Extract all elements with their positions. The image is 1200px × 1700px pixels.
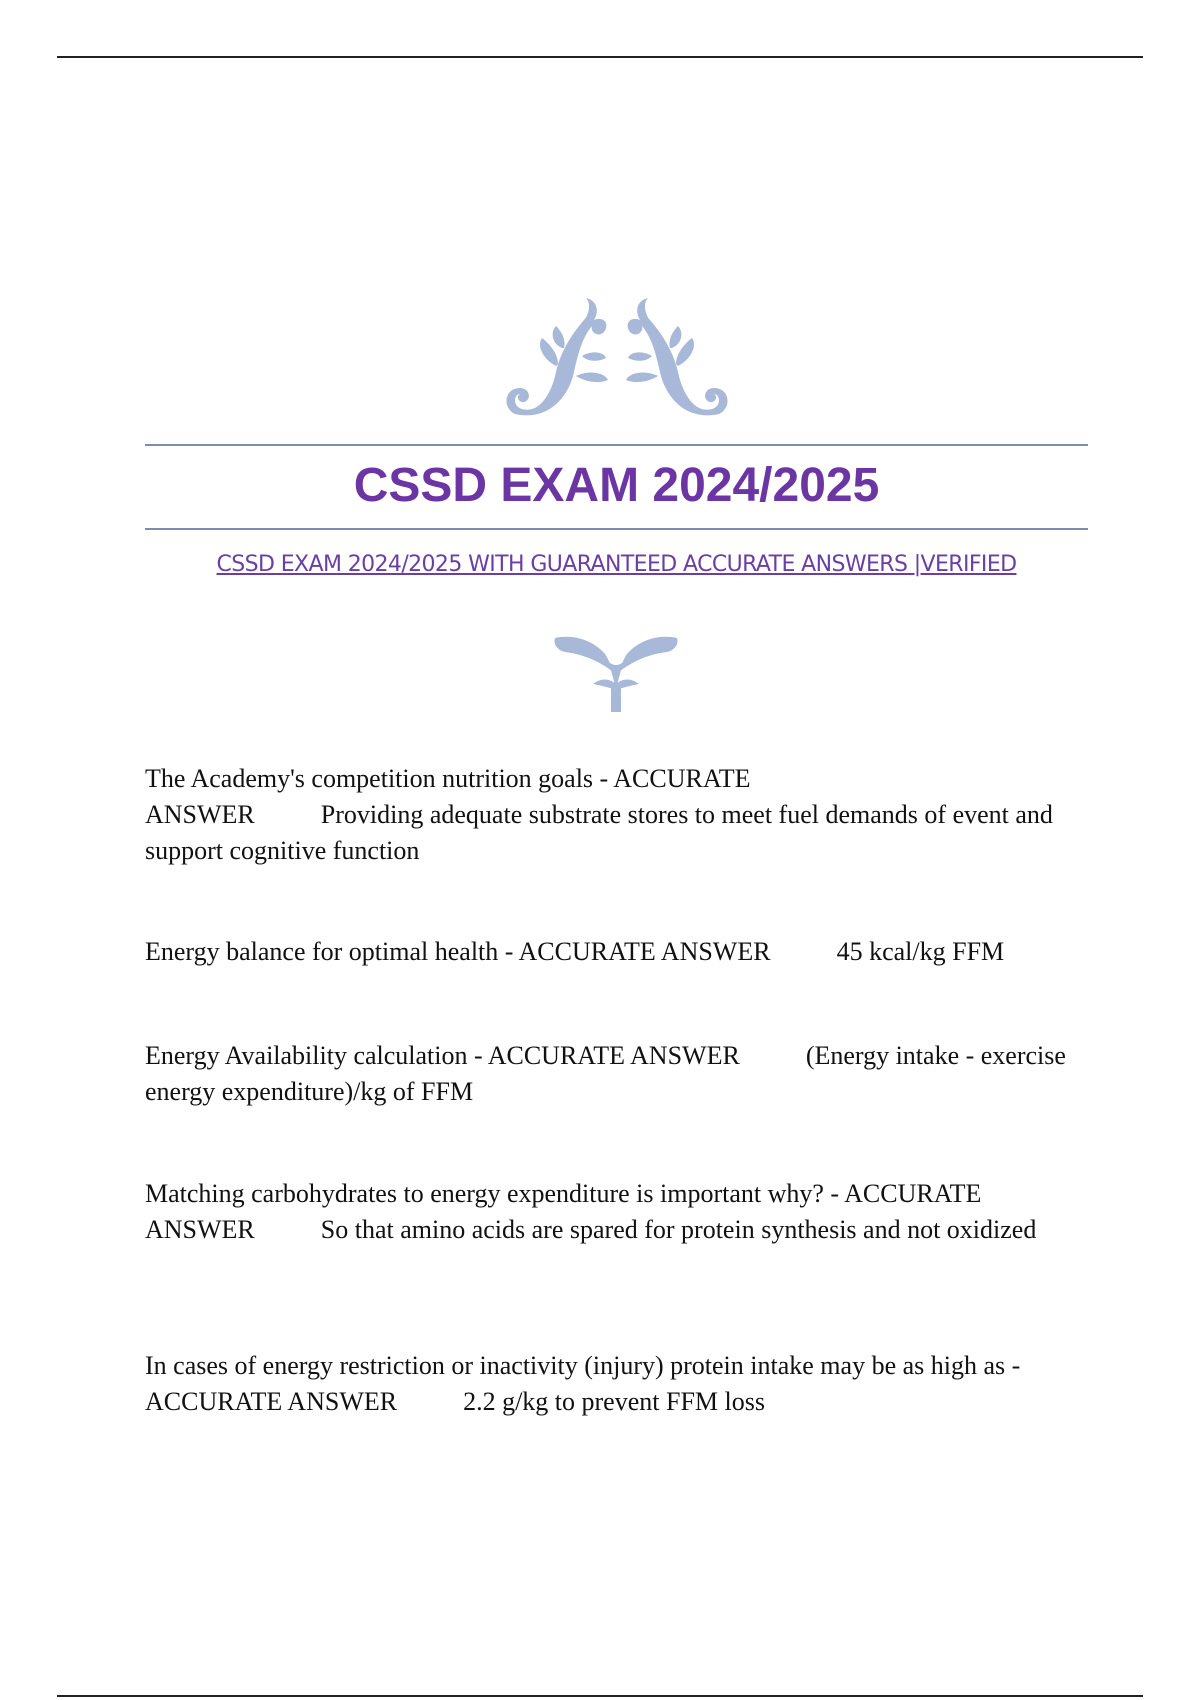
qa-question: Matching carbohydrates to energy expenditure is important why? - ACCURATE [145, 1179, 982, 1208]
qa-question: The Academy's competition nutrition goals - ACCURATE [145, 764, 751, 793]
title-rule-bottom [145, 528, 1088, 530]
qa-item [145, 761, 1090, 869]
qa-item [145, 1038, 1090, 1110]
top-rule [57, 56, 1143, 58]
qa-item [145, 934, 1090, 970]
bottom-rule [57, 1695, 1143, 1697]
qa-answer: (Energy intake - exercise energy expenditure)/kg of FFM [145, 1041, 1066, 1106]
qa-question: Energy balance for optimal health - ACCURATE ANSWER [145, 937, 771, 966]
qa-item [145, 1176, 1090, 1248]
title-rule-top [145, 444, 1088, 446]
qa-question: Energy Availability calculation - ACCURATE ANSWER [145, 1041, 740, 1070]
qa-answer: So that amino acids are spared for protein synthesis and not oxidized [320, 1215, 1037, 1244]
fleuron-icon [553, 632, 679, 712]
qa-answer-label: ANSWER [145, 1215, 255, 1244]
qa-question: In cases of energy restriction or inactivity (injury) protein intake may be as high as - ACCURATE ANSWER [145, 1351, 1021, 1416]
qa-item [145, 1348, 1090, 1420]
page-title: CSSD EXAM 2024/2025 [353, 459, 880, 512]
qa-answer: 45 kcal/kg FFM [836, 937, 1005, 966]
page-subtitle: CSSD EXAM 2024/2025 WITH GUARANTEED ACCURATE ANSWERS |VERIFIED [216, 552, 1017, 577]
floral-scroll-icon [500, 296, 734, 426]
qa-answer: Providing adequate substrate stores to meet fuel demands of event and support cognitive function [145, 800, 1053, 865]
qa-answer-label: ANSWER [145, 800, 255, 829]
qa-answer: 2.2 g/kg to prevent FFM loss [463, 1387, 765, 1416]
